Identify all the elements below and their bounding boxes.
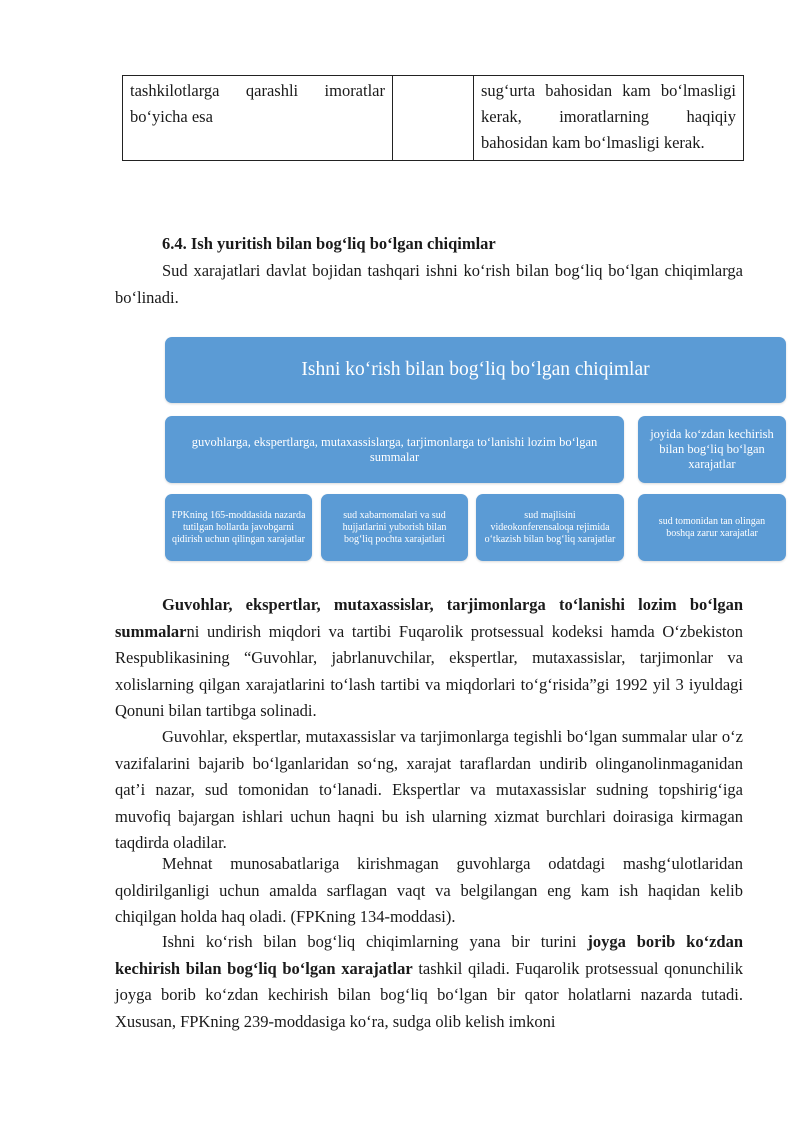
paragraph-2 — [115, 724, 743, 857]
diagram-box-label: FPKning 165-moddasida nazarda tutilgan hollarda javobgarni qidirish uchun qilingan xarajatlar — [171, 509, 306, 545]
paragraph-3-text: Mehnat munosabatlariga kirishmagan guvohlarga odatdagi mashg‘ulotlaridan qoldirilganligi uchun amalda sarflagan vaqt va belgilangan eng kam ish haqidan kelib chiqilgan holda haq oladi. (FPKning 134-moddasi). — [115, 854, 743, 926]
diagram-box-search-costs — [165, 494, 312, 561]
diagram-box-label: sud tomonidan tan olingan boshqa zarur xarajatlar — [658, 515, 766, 539]
paragraph-1-text: ni undirish miqdori va tartibi Fuqarolik protsessual kodeksi hamda O‘zbekiston Respublikasining “Guvohlar, jabrlanuvchilar, ekspertlar, mutaxassislar, tarjimonlar va xolislarning qilgan xarajatlarini to‘lash tartibi va miqdorlari to‘g‘risida”gi 1992 yil 3 iyuldagi Qonuni bilan tartibga solinadi. — [115, 621, 743, 720]
diagram-box-video-conference-costs — [476, 494, 624, 561]
paragraph-1-bold: Guvohlar, ekspertlar, mutaxassislar, tarjimonlarga to‘lanishi lozim bo‘lgan summalar — [115, 595, 743, 641]
paragraph-4-text-b: tashkil qiladi. Fuqarolik protsessual qonunchilik joyga borib ko‘zdan kechirish bilan bog‘liq bo‘lgan bir qator holatlarni nazarda tutadi. Xususan, FPKning 239-moddasiga ko‘ra, sudga olib kelish imkoni — [115, 958, 744, 1031]
diagram-box-label: guvohlarga, ekspertlarga, mutaxassislarga, tarjimonlarga to‘lanishi lozim bo‘lgan summalar — [191, 434, 598, 464]
table-cell-3: sug‘urta bahosidan kam bo‘lmasligi kerak, imoratlarning haqiqiy bahosidan kam bo‘lmasligi kerak. — [474, 76, 744, 161]
paragraph-1 — [115, 592, 743, 725]
paragraph-3 — [115, 851, 743, 931]
continuation-table — [122, 75, 744, 161]
paragraph-4-bold: joyga borib ko‘zdan kechirish bilan bog‘liq bo‘lgan xarajatlar — [115, 932, 744, 978]
paragraph-2-text: Guvohlar, ekspertlar, mutaxassislar va tarjimonlarga tegishli bo‘lgan summalar ular o‘z vazifalarini bajarib bo‘lganlaridan so‘ng, xarajat taraflardan undirib olinganolinmaganidan qat’i nazar, sud tomonidan to‘lanadi. Ekspertlar va mutaxassislar sudning topshirig‘iga muvofiq bajargan ishlari uchun haqni bu ish ularning xizmat burchlari doirasiga kirmagan taqdirda oladilar. — [115, 727, 743, 852]
intro-paragraph — [115, 258, 743, 311]
diagram-box-label: sud xabarnomalari va sud hujjatlarini yuborish bilan bog‘liq pochta xarajatlari — [342, 509, 447, 545]
section-heading: 6.4. Ish yuritish bilan bog‘liq bo‘lgan chiqimlar — [162, 234, 496, 253]
diagram-box-witness-sums — [165, 416, 624, 483]
table-row — [123, 76, 744, 161]
diagram-box-postal-costs — [321, 494, 468, 561]
diagram-root-box — [165, 337, 786, 403]
table-cell-2 — [393, 76, 474, 161]
diagram-root-label: Ishni ko‘rish bilan bog‘liq bo‘lgan chiqimlar — [301, 359, 650, 380]
diagram-box-other-costs — [638, 494, 786, 561]
intro-text: Sud xarajatlari davlat bojidan tashqari ishni ko‘rish bilan bog‘liq bo‘lgan chiqimlarga bo‘linadi. — [115, 261, 743, 307]
paragraph-4-text-a: Ishni ko‘rish bilan bog‘liq chiqimlarning yana bir turini — [162, 932, 588, 951]
diagram-box-label: joyida ko‘zdan kechirish bilan bog‘liq bo‘lgan xarajatlar — [650, 427, 774, 471]
paragraph-4 — [115, 929, 743, 1035]
diagram-box-label: sud majlisini videokonferensaloqa rejimida o‘tkazish bilan bog‘liq xarajatlar — [484, 509, 616, 545]
table-cell-1: tashkilotlarga qarashli imoratlar bo‘yicha esa — [123, 76, 393, 161]
diagram-box-inspection-costs — [638, 416, 786, 483]
